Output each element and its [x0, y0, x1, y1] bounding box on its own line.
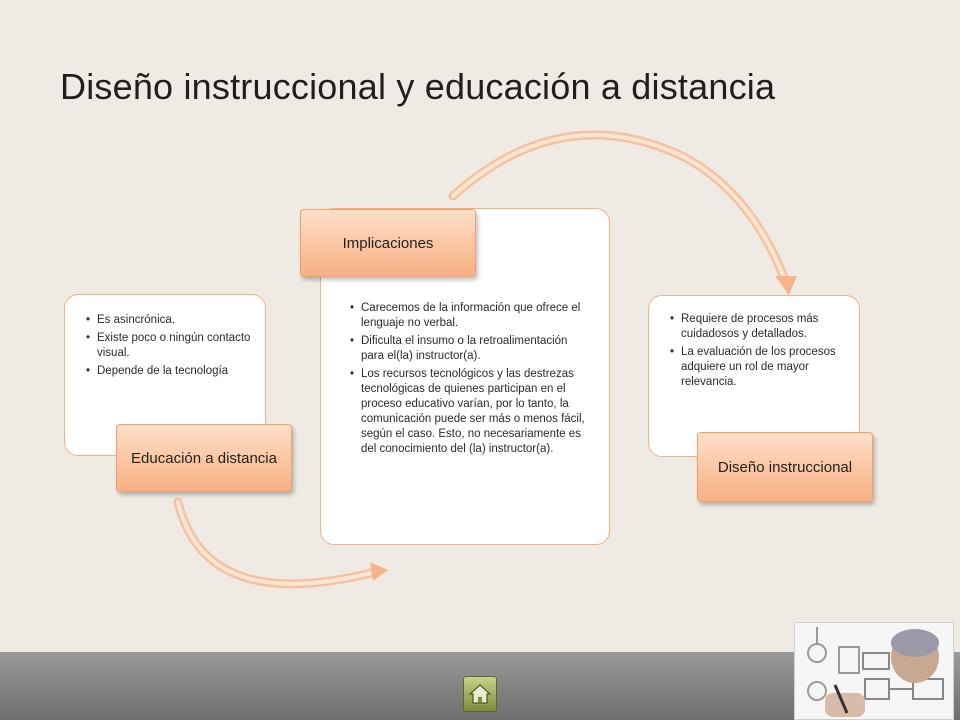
- flowchart-illustration: [795, 623, 954, 720]
- bullet-item: • Existe poco o ningún contacto visual.: [97, 331, 251, 361]
- bullet-item: • Dificulta el insumo o la retroalimentación para el(la) instructor(a).: [361, 334, 587, 364]
- home-button[interactable]: [463, 676, 497, 712]
- bullet-item: • Requiere de procesos más cuidadosos y detallados.: [681, 312, 843, 342]
- bullet-list: [83, 313, 251, 379]
- bullet-item: • Los recursos tecnológicos y las destrezas tecnológicas de quienes participan en el proceso educativo varían, por lo tanto, la comunicación puede ser más o menos fácil, según el caso. Esto, no necesariamente es del conocimiento del (la) instructor(a).: [361, 367, 587, 457]
- label-educacion-a-distancia: Educación a distancia: [116, 424, 292, 492]
- bullet-item: • Carecemos de la información que ofrece el lenguaje no verbal.: [361, 301, 587, 331]
- label-diseno-instruccional: Diseño instruccional: [697, 432, 873, 502]
- label-implicaciones: Implicaciones: [300, 209, 476, 277]
- bullet-list: [667, 312, 843, 390]
- arrowhead-2: [775, 276, 797, 295]
- flowchart-photo: [794, 622, 954, 720]
- bullet-list: [347, 301, 587, 457]
- bullet-item: • Depende de la tecnología: [97, 364, 251, 379]
- arrowhead-1: [370, 562, 388, 581]
- slide-title: Diseño instruccional y educación a distancia: [60, 66, 776, 107]
- bullet-item: • La evaluación de los procesos adquiere un rol de mayor relevancia.: [681, 345, 843, 390]
- home-icon: [468, 682, 492, 706]
- bullet-item: • Es asincrónica.: [97, 313, 251, 328]
